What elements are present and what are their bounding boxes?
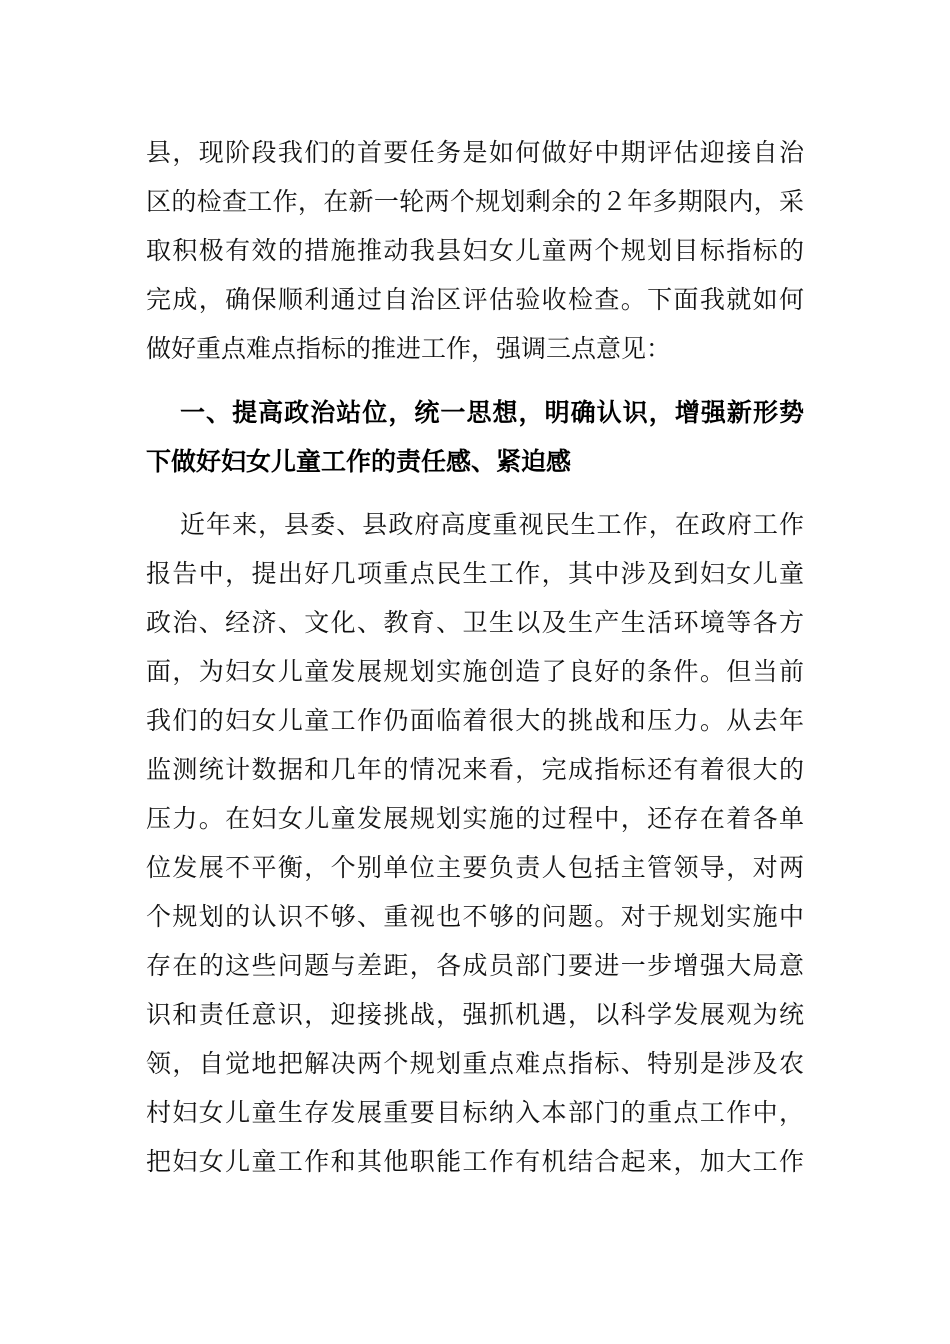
paragraph-2-line-5: 我们的妇女儿童工作仍面临着很大的挑战和压力。从去年 (146, 706, 804, 735)
paragraph-2-line-10: 存在的这些问题与差距，各成员部门要进一步增强大局意 (146, 951, 804, 980)
paragraph-1-line-4: 完成，确保顺利通过自治区评估验收检查。下面我就如何 (146, 285, 804, 314)
paragraph-2-line-1: 近年来，县委、县政府高度重视民生工作，在政府工作 (180, 510, 804, 539)
paragraph-2-line-6: 监测统计数据和几年的情况来看，完成指标还有着很大的 (146, 755, 804, 784)
paragraph-1-line-1: 县，现阶段我们的首要任务是如何做好中期评估迎接自治 (146, 138, 804, 167)
paragraph-2-line-12: 领，自觉地把解决两个规划重点难点指标、特别是涉及农 (146, 1049, 804, 1078)
paragraph-1-line-5: 做好重点难点指标的推进工作，强调三点意见： (146, 334, 672, 363)
paragraph-2-line-8: 位发展不平衡，个别单位主要负责人包括主管领导，对两 (146, 853, 804, 882)
paragraph-2-line-11: 识和责任意识，迎接挑战，强抓机遇，以科学发展观为统 (146, 1000, 804, 1029)
paragraph-2-line-2: 报告中，提出好几项重点民生工作，其中涉及到妇女儿童 (146, 559, 804, 588)
paragraph-1-line-2: 区的检查工作，在新一轮两个规划剩余的２年多期限内，采 (146, 187, 804, 216)
section-heading-line-2: 下做好妇女儿童工作的责任感、紧迫感 (146, 447, 572, 476)
section-heading-line-1: 一、提高政治站位，统一思想，明确认识，增强新形势 (180, 398, 804, 427)
paragraph-2-line-9: 个规划的认识不够、重视也不够的问题。对于规划实施中 (146, 902, 804, 931)
paragraph-1-line-3: 取积极有效的措施推动我县妇女儿童两个规划目标指标的 (146, 236, 804, 265)
paragraph-2-line-4: 面，为妇女儿童发展规划实施创造了良好的条件。但当前 (146, 657, 804, 686)
paragraph-2-line-14: 把妇女儿童工作和其他职能工作有机结合起来，加大工作 (146, 1147, 804, 1176)
paragraph-2-line-3: 政治、经济、文化、教育、卫生以及生产生活环境等各方 (146, 608, 804, 637)
paragraph-2-line-7: 压力。在妇女儿童发展规划实施的过程中，还存在着各单 (146, 804, 804, 833)
paragraph-2-line-13: 村妇女儿童生存发展重要目标纳入本部门的重点工作中， (146, 1098, 804, 1127)
